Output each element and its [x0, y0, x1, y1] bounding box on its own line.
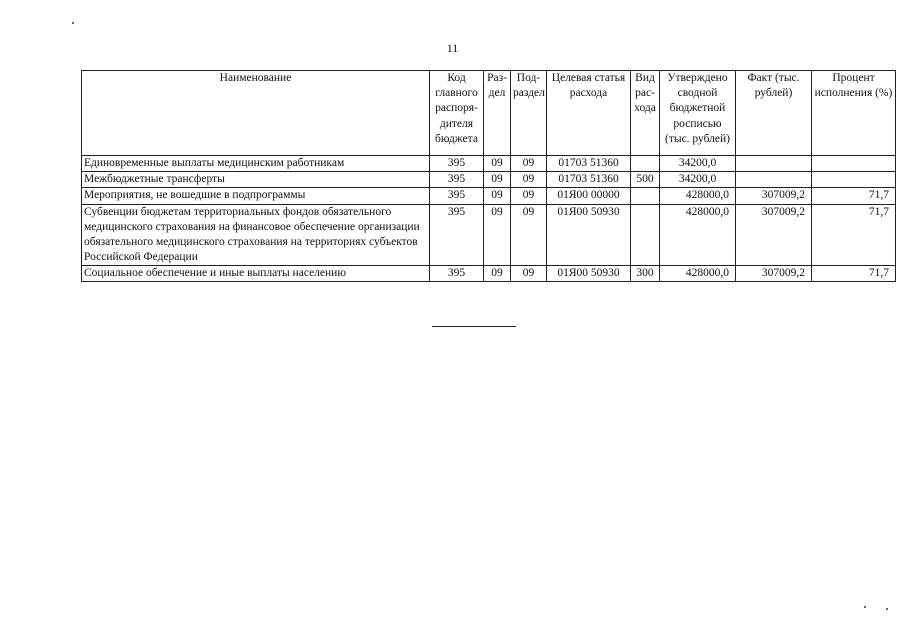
row-fact: 307009,2 [736, 204, 812, 266]
row-percent: 71,7 [812, 188, 896, 204]
row-percent: 71,7 [812, 266, 896, 282]
row-percent [812, 172, 896, 188]
row-type [631, 156, 660, 172]
row-code: 395 [430, 188, 484, 204]
row-approved: 34200,0 [660, 172, 736, 188]
row-approved: 428000,0 [660, 204, 736, 266]
row-section: 09 [484, 266, 511, 282]
row-target: 01Я00 00000 [547, 188, 631, 204]
row-subsection: 09 [511, 266, 547, 282]
scan-speck [864, 606, 866, 608]
header-percent: Процент исполнения (%) [812, 71, 896, 156]
row-approved: 428000,0 [660, 266, 736, 282]
row-name: Межбюджетные трансферты [82, 172, 430, 188]
row-type: 300 [631, 266, 660, 282]
row-code: 395 [430, 204, 484, 266]
header-approved: Утверждено сводной бюджетной росписью (тыс. рублей) [660, 71, 736, 156]
row-section: 09 [484, 188, 511, 204]
scan-speck [72, 22, 74, 24]
row-percent [812, 156, 896, 172]
row-subsection: 09 [511, 156, 547, 172]
end-of-table-rule [432, 326, 516, 327]
row-target: 01703 51360 [547, 156, 631, 172]
row-percent: 71,7 [812, 204, 896, 266]
row-target: 01703 51360 [547, 172, 631, 188]
row-fact: 307009,2 [736, 266, 812, 282]
header-type: Вид рас-хода [631, 71, 660, 156]
header-section: Раз-дел [484, 71, 511, 156]
table-header-row [82, 71, 896, 156]
row-code: 395 [430, 172, 484, 188]
header-target: Целевая статья расхода [547, 71, 631, 156]
table-row [82, 172, 896, 188]
row-name: Единовременные выплаты медицинским работникам [82, 156, 430, 172]
table-row [82, 266, 896, 282]
row-type [631, 188, 660, 204]
table-row [82, 188, 896, 204]
row-name: Социальное обеспечение и иные выплаты населению [82, 266, 430, 282]
row-section: 09 [484, 204, 511, 266]
row-fact: 307009,2 [736, 188, 812, 204]
header-code: Код главного распоря-дителя бюджета [430, 71, 484, 156]
row-type: 500 [631, 172, 660, 188]
row-code: 395 [430, 266, 484, 282]
header-subsection: Под-раздел [511, 71, 547, 156]
row-fact [736, 156, 812, 172]
row-fact [736, 172, 812, 188]
header-fact: Факт (тыс. рублей) [736, 71, 812, 156]
row-code: 395 [430, 156, 484, 172]
header-name: Наименование [82, 71, 430, 156]
page-number: 11 [446, 41, 459, 55]
row-name: Субвенции бюджетам территориальных фондов обязательного медицинского страхования на финансовое обеспечение организации обязательного медицинского страхования на территориях субъектов Российской Федерации [82, 204, 430, 266]
budget-table [81, 70, 896, 282]
row-section: 09 [484, 172, 511, 188]
row-subsection: 09 [511, 188, 547, 204]
row-approved: 428000,0 [660, 188, 736, 204]
scan-speck [886, 608, 888, 610]
table-row [82, 156, 896, 172]
table-row [82, 204, 896, 266]
row-type [631, 204, 660, 266]
row-target: 01Я00 50930 [547, 204, 631, 266]
row-approved: 34200,0 [660, 156, 736, 172]
row-section: 09 [484, 156, 511, 172]
row-subsection: 09 [511, 204, 547, 266]
row-subsection: 09 [511, 172, 547, 188]
row-name: Мероприятия, не вошедшие в подпрограммы [82, 188, 430, 204]
row-target: 01Я00 50930 [547, 266, 631, 282]
